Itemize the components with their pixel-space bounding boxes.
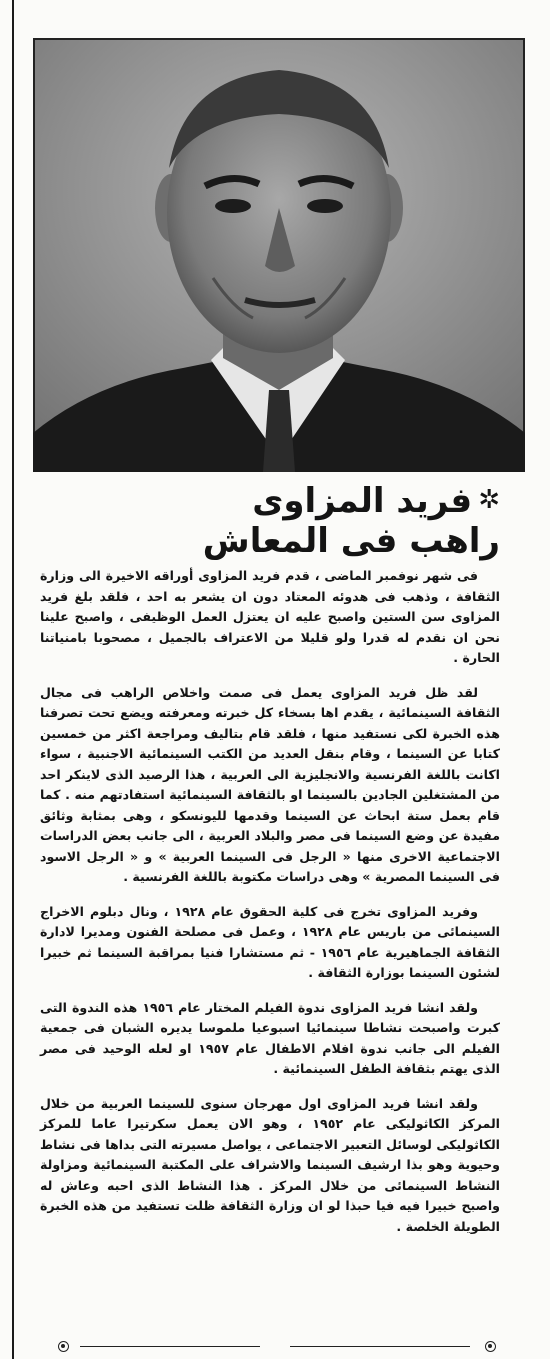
paragraph: لقد ظل فريد المزاوى يعمل فى صمت واخلاص الراهب فى مجال الثقافة السينمائية ، يقدم اها بسخاء كل خبرته ومعرفته ويضع تحت تصرفنا هذه الخبرة لكى نستفيد منها ، فلقد قام بتاليف ومراجعة اكثر من خمسين كتابا عن السينما ، وقام بنقل العديد من الكتب السينمائية الاجنبية ، سواء اكانت باللغة الفرنسية والانجليزية الى العربية ، هذا الرصيد الذى لاينكر احد من المشتغلين الجادين بالسينما او بالثقافة السينمائية استفادتهم منه . كما قام بعمل ستة ابحاث عن السينما وقدمها لليونسكو ، وهى بمثابة وثائق مفيدة عن وضع السينما فى مصر والبلاد العربية ، الى جانب بعض الدراسات الاجتماعية الاخرى منها « الرجل فى السينما العربية » و « الرجل الاسود فى السينما المصرية » وهى دراسات مكتوبة باللغة الفرنسية . [40,684,500,884]
paragraph: وفريد المزاوى تخرج فى كلية الحقوق عام ١٩٢٨ ، ونال دبلوم الاخراج السينمائى من باريس عام ١٩٢٨ ، وعمل فى مصلحة الفنون ومديرا لادارة الثقافة الجماهيرية عام ١٩٥٦ - ثم مستشارا فنيا بمراقبة السينما ثم خبيرا لشئون السينما بوزارة الثقافة . [40,903,500,980]
ornament-icon: ✲ [478,485,500,515]
headline-line-2: راهب فى المعاش [202,521,500,561]
divider [290,1346,470,1347]
footer-rule [40,1340,510,1354]
divider [80,1346,260,1347]
portrait-photo [33,38,525,472]
headline-name: فريد المزاوى [252,481,473,521]
paragraph: ولقد انشا فريد المزاوى ندوة الفيلم المختار عام ١٩٥٦ هذه الندوة التى كبرت واصبحت نشاطا سينمائيا اسبوعيا ملموسا يديره الشبان فى جمعية الفيلم الى جانب ندوة افلام الاطفال عام ١٩٥٧ او لعله الوحيد فى مصر الذى يهتم بثقافة الطفل السينمائية . [40,999,500,1076]
circle-ornament-icon [485,1341,496,1352]
headline [200,480,500,561]
column-rule [12,0,14,1359]
paragraph: فى شهر نوفمبر الماضى ، قدم فريد المزاوى أوراقه الاخيرة الى وزارة الثقافة ، وذهب فى هدوئه المعتاد دون ان يشعر به احد ، فلقد بلغ فريد المزاوى سن الستين واصبح عليه ان يعتزل العمل الوظيفى ، واصبح علينا نحن ان نقدم له قدرا ولو قليلا من الاعتراف بالجميل ، مصحوبا بامنياتنا الحارة . [40,568,500,665]
circle-ornament-icon [58,1341,69,1352]
headline-line-1 [200,480,500,521]
article-body [40,566,500,1251]
paragraph: ولقد انشا فريد المزاوى اول مهرجان سنوى للسينما العربية من خلال المركز الكاثوليكى عام ١٩٥٢ ، وهو الان يعمل سكرتيرا عاما للمركز الكاثوليكى لوسائل التعبير الاجتماعى ، يواصل مسيرته التى بداها فى نشاط وحيوية وهو بذا ارشيف السينما والاشراف على المكتبة السينمائية ومزاولة النشاط السينمائى من خلال المركز . هذا النشاط الذى احبه وعاش له واصبح خبيرا فيه فيا حبذا لو ان وزارة الثقافة ظلت تستفيد من هذه الخبرة الطويلة الخلصة . [40,1095,500,1234]
